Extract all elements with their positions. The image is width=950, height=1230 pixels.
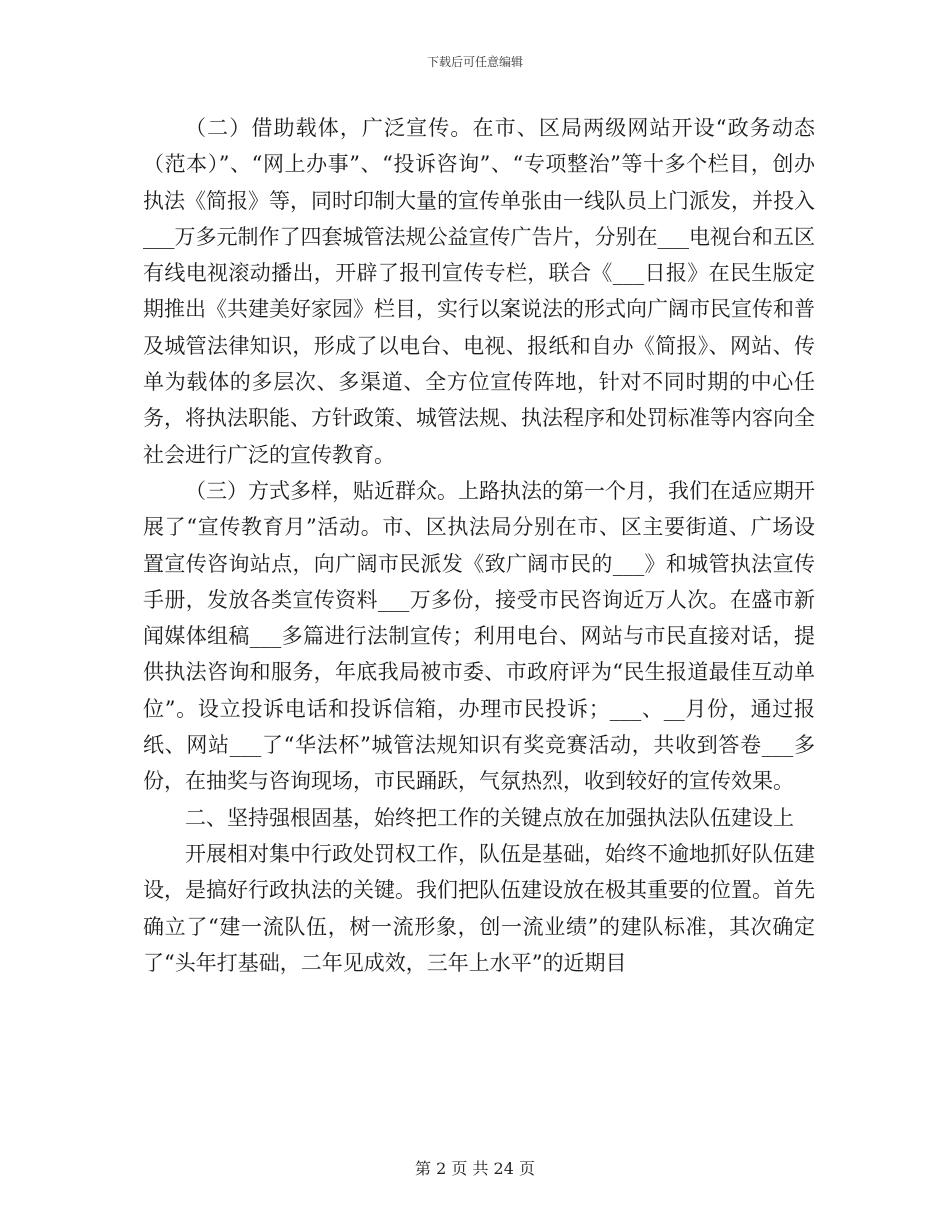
paragraph-publicity-carriers: （二）借助载体，广泛宣传。在市、区局两级网站开设“政务动态（范本）”、“网上办事”、“投诉咨询”、“专项整治”等十多个栏目，创办执法《简报》等，同时印制大量的宣传单张由一线队员上门派发，并投入___万多元制作了四套城管法规公益宣传广告片，分别在___电视台和五区有线电视滚动播出，开辟了报刊宣传专栏，联合《___日报》在民生版定期推出《共建美好家园》栏目，实行以案说法的形式向广阔市民宣传和普及城管法律知识，形成了以电台、电视、报纸和自办《简报》、网站、传单为载体的多层次、多渠道、全方位宣传阵地，针对不同时期的中心任务，将执法职能、方针政策、城管法规、执法程序和处罚标准等内容向全社会进行广泛的宣传教育。: [143, 116, 815, 467]
paragraph-team-building: 开展相对集中行政处罚权工作，队伍是基础，始终不逾地抓好队伍建设，是搞好行政执法的关键。我们把队伍建设放在极其重要的位置。首先确立了“建一流队伍，树一流形象，创一流业绩”的建队标准，其次确定了“头年打基础，二年见成效，三年上水平”的近期目: [143, 841, 815, 975]
page-header: 下载后可任意编辑: [426, 55, 523, 69]
page-number: 第 2 页 共 24 页: [415, 1159, 535, 1178]
document-body: [143, 110, 815, 981]
section-heading: 二、坚持强根固基，始终把工作的关键点放在加强执法队伍建设上: [185, 805, 794, 830]
paragraph-publicity-methods: （三）方式多样，贴近群众。上路执法的第一个月，我们在适应期开展了“宣传教育月”活动。市、区执法局分别在市、区主要街道、广场设置宣传咨询站点，向广阔市民派发《致广阔市民的___》和城管执法宣传手册，发放各类宣传资料___万多份，接受市民咨询近万人次。在盛市新闻媒体组稿___多篇进行法制宣传；利用电台、网站与市民直接对话，提供执法咨询和服务，年底我局被市委、市政府评为“民生报道最佳互动单位”。设立投诉电话和投诉信箱，办理市民投诉；___、__月份，通过报纸、网站___了“华法杯”城管法规知识有奖竞赛活动，共收到答卷___多份，在抽奖与咨询现场，市民踊跃，气氛热烈，收到较好的宣传效果。: [143, 478, 815, 794]
